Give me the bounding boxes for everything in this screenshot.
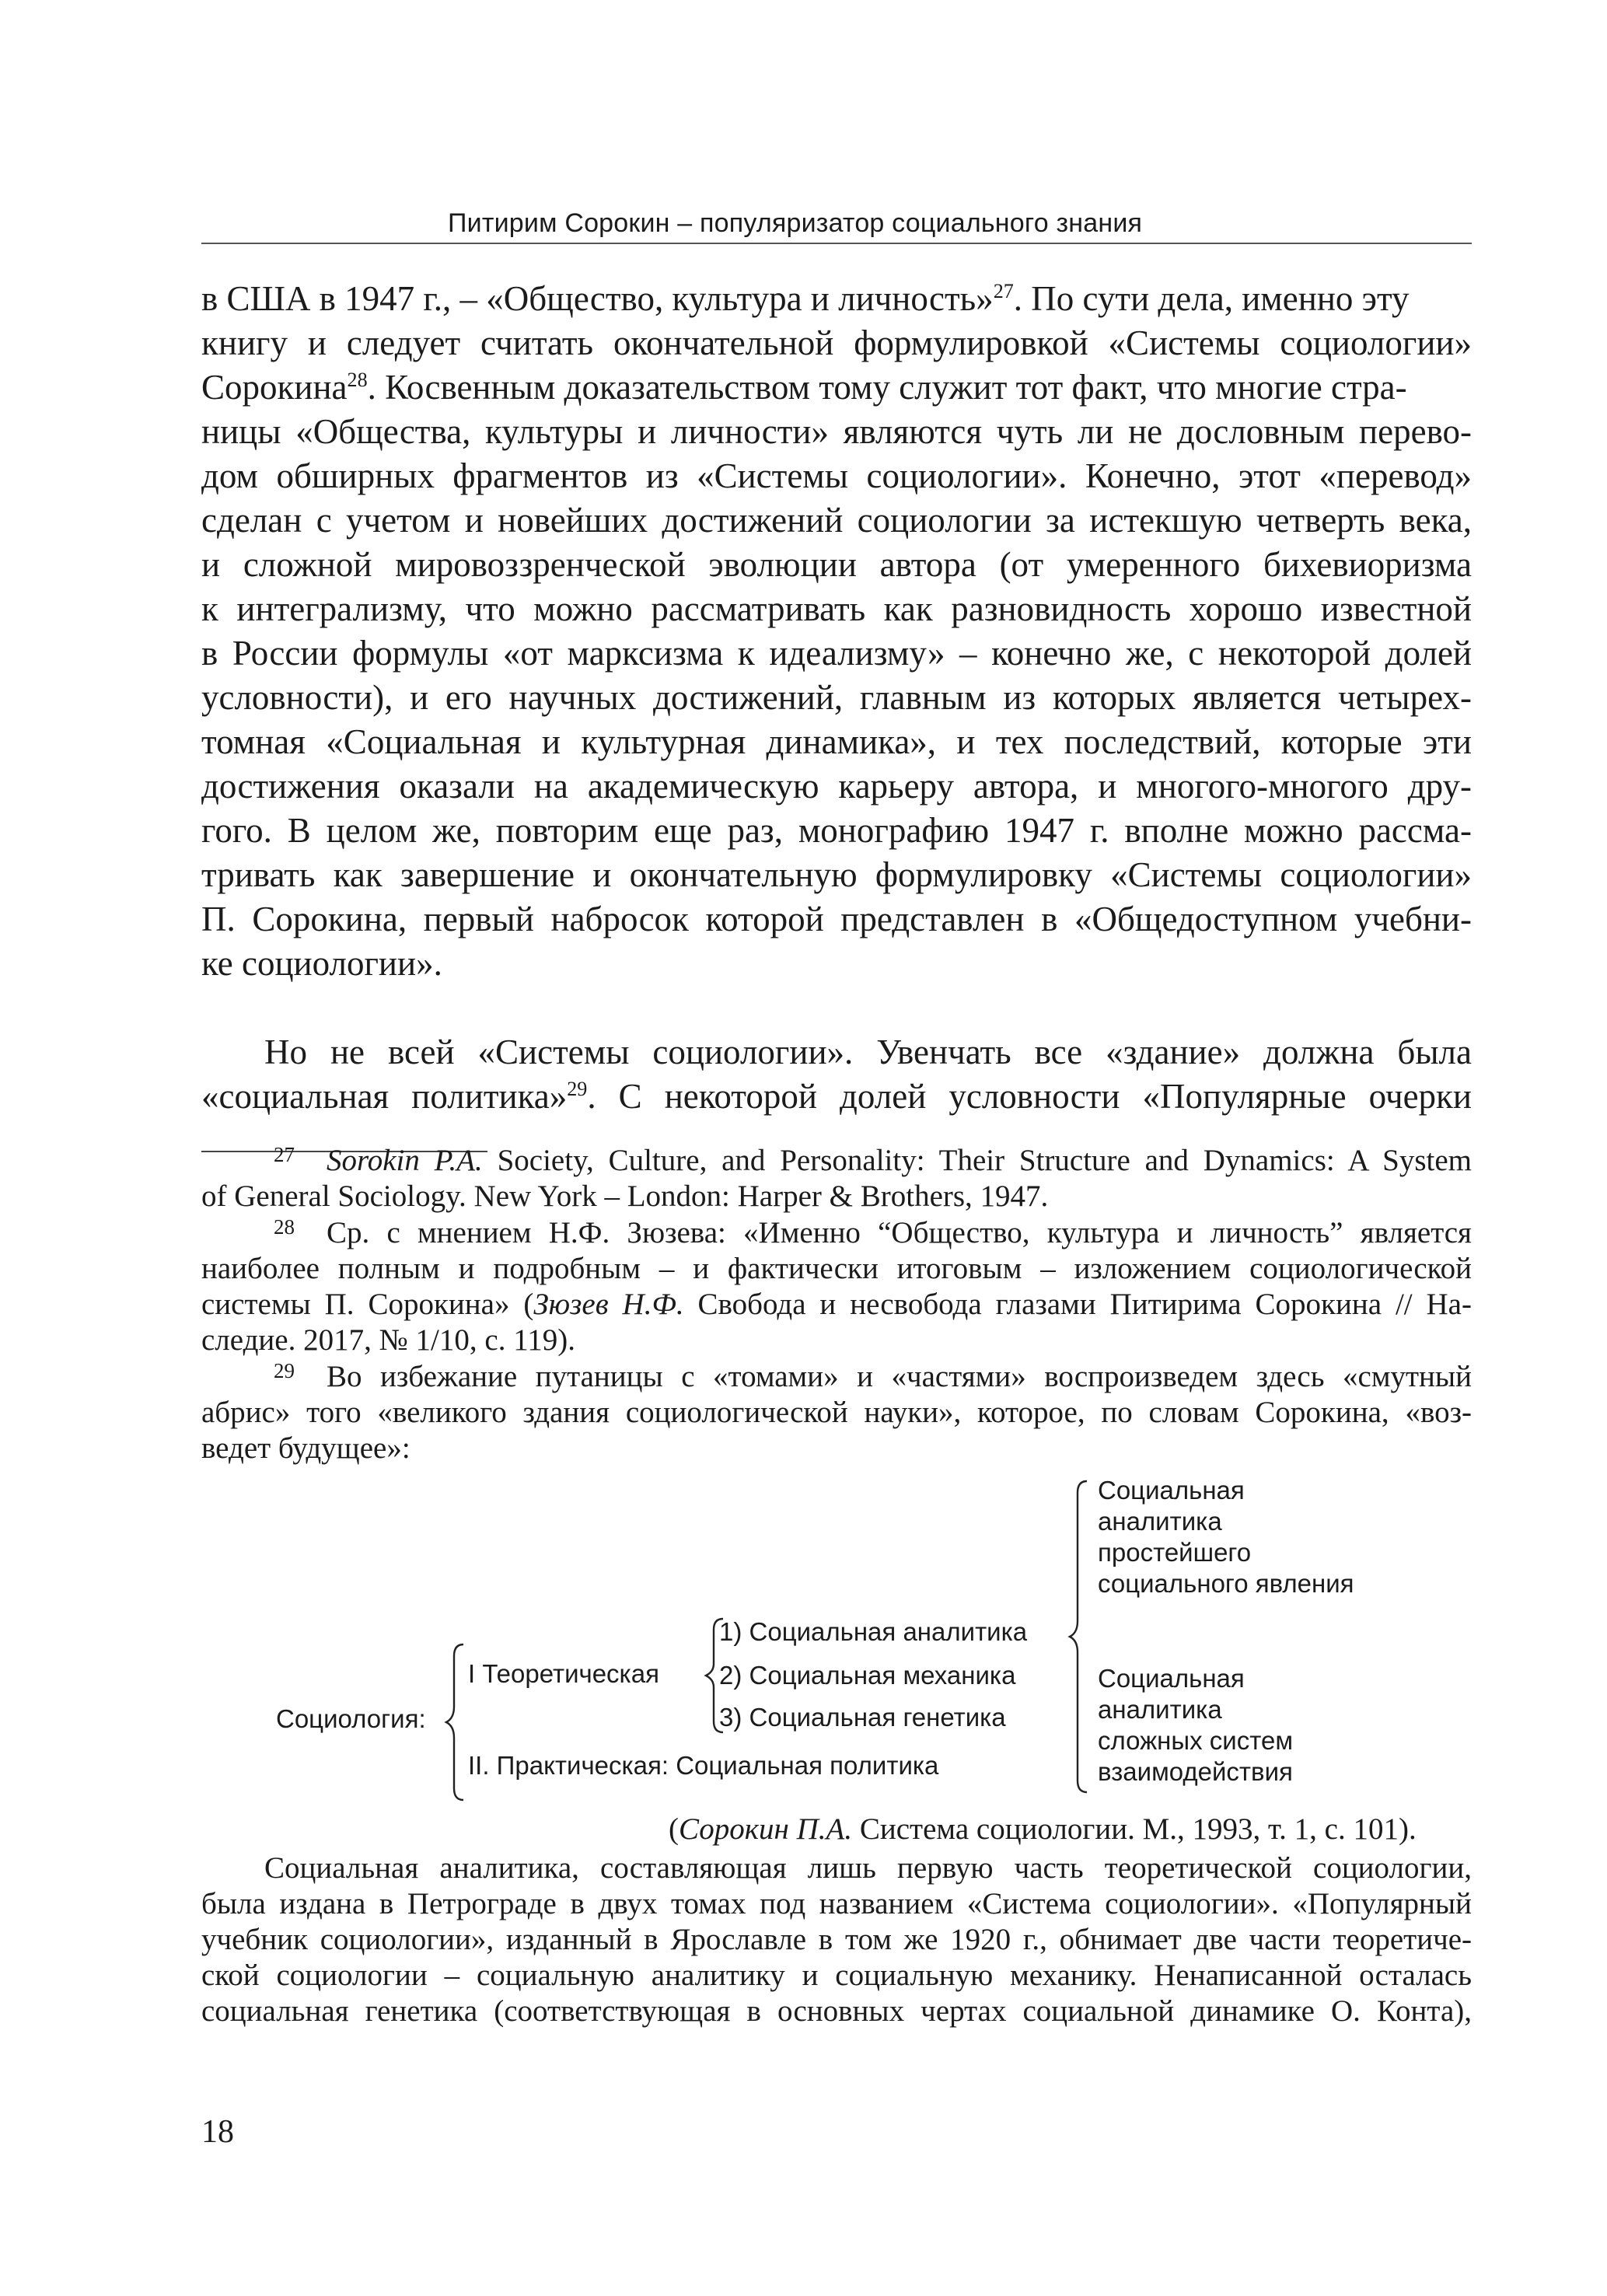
root-brace bbox=[446, 1644, 463, 1800]
body-line: тривать как завершение и окончательную формулировку «Системы социологии» bbox=[201, 855, 1472, 894]
footnote-line: Ср. с мнением Н.Ф. Зюзева: «Именно “Общество, культура и личность” является bbox=[327, 1216, 1472, 1249]
page-number: 18 bbox=[201, 2114, 234, 2150]
scheme-analytics-simple: аналитика bbox=[1098, 1507, 1222, 1536]
footnote-line: следие. 2017, № 1/10, с. 119). bbox=[201, 1323, 575, 1357]
scheme-analytics-simple: социального явления bbox=[1098, 1569, 1354, 1598]
body-line: книгу и следует считать окончательной формулировкой «Системы социологии» bbox=[201, 323, 1472, 362]
body-line: ницы «Общества, культуры и личности» являются чуть ли не дословным перево- bbox=[201, 412, 1472, 451]
footnote-ref[interactable]: 29 bbox=[567, 1078, 588, 1100]
scheme-root-label: Социология: bbox=[276, 1704, 426, 1733]
body-line: достижения оказали на академическую карьеру автора, и многого-многого дру- bbox=[201, 767, 1472, 806]
footnote-line: Sorokin P.A. Society, Culture, and Personality: Their Structure and Dynamics: A System bbox=[327, 1144, 1473, 1177]
body-line: в России формулы «от марксизма к идеализму» – конечно же, с некоторой долей bbox=[201, 634, 1472, 673]
scheme-citation: (Сорокин П.А. Система социологии. М., 1993, т. 1, с. 101). bbox=[669, 1812, 1417, 1846]
body-line: к интегрализму, что можно рассматривать как разновидность хорошо известной bbox=[201, 589, 1472, 628]
footnote-marker: 29 bbox=[274, 1359, 295, 1382]
body-line: дом обширных фрагментов из «Системы социологии». Конечно, этот «перевод» bbox=[201, 456, 1472, 495]
footnote-line: социальная генетика (соответствующая в основных чертах социальной динамике О. Конта), bbox=[201, 1994, 1472, 2028]
footnote-marker: 28 bbox=[274, 1215, 295, 1239]
footnote-ref[interactable]: 27 bbox=[993, 280, 1014, 302]
body-line: томная «Социальная и культурная динамика», и тех последствий, которые эти bbox=[201, 722, 1472, 761]
body-line: Но не всей «Системы социологии». Увенчать все «здание» должна была bbox=[264, 1033, 1472, 1071]
body-line: условности), и его научных достижений, главным из которых является четырех- bbox=[201, 678, 1472, 717]
body-line: «социальная политика»$^{29}$. С некоторой долей условности «Популярные очерки bbox=[201, 1077, 1472, 1116]
body-line: сделан с учетом и новейших достижений социологии за истекшую четверть века, bbox=[201, 501, 1472, 540]
footnote-line: была издана в Петрограде в двух томах под названием «Система социологии». «Популярный bbox=[201, 1887, 1472, 1920]
scheme-sub-item: 1) Социальная аналитика bbox=[719, 1617, 1028, 1646]
footnote-line: системы П. Сорокина» (Зюзев Н.Ф. Свобода и несвобода глазами Питирима Сорокина // На- bbox=[201, 1288, 1472, 1321]
footnote-line: наиболее полным и подробным – и фактически итоговым – изложением социологической bbox=[201, 1252, 1472, 1285]
body-line: гого. В целом же, повторим еще раз, монографию 1947 г. вполне можно рассма- bbox=[201, 811, 1472, 850]
body-line: П. Сорокина, первый набросок которой представлен в «Общедоступном учебни- bbox=[201, 900, 1472, 938]
scheme-analytics-simple: Социальная bbox=[1098, 1476, 1245, 1504]
footnote-line: абрис» того «великого здания социологической науки», которое, по словам Сорокина, «воз- bbox=[201, 1396, 1472, 1429]
running-head-text: Питирим Сорокин – популяризатор социального знания bbox=[448, 208, 1143, 238]
body-line: Сорокина$^{28}$. Косвенным доказательством тому служит тот факт, что многие стра- bbox=[201, 368, 1407, 407]
footnote-line: Во избежание путаницы с «томами» и «частями» воспроизведем здесь «смутный bbox=[327, 1360, 1472, 1393]
scheme-analytics-complex: сложных систем bbox=[1098, 1726, 1294, 1755]
scheme-sub-item: 3) Социальная генетика bbox=[719, 1703, 1006, 1732]
scheme-theoretical-label: I Теоретическая bbox=[468, 1659, 659, 1688]
scheme-practical-label: II. Практическая: Социальная политика bbox=[468, 1751, 939, 1780]
scheme-analytics-simple: простейшего bbox=[1098, 1538, 1252, 1567]
footnote-line: ведет будущее»: bbox=[201, 1431, 410, 1465]
scheme-analytics-complex: аналитика bbox=[1098, 1695, 1222, 1724]
footnote-line: of General Sociology. New York – London: Harper & Brothers, 1947. bbox=[201, 1179, 1049, 1213]
footnote-line: Социальная аналитика, составляющая лишь первую часть теоретической социологии, bbox=[264, 1851, 1472, 1885]
footnote-line: учебник социологии», изданный в Ярославле в том же 1920 г., обнимает две части теоретиче- bbox=[201, 1923, 1472, 1956]
analytics-brace bbox=[1070, 1481, 1087, 1792]
scheme-analytics-complex: взаимодействия bbox=[1098, 1757, 1293, 1786]
body-line: ке социологии». bbox=[201, 944, 442, 983]
footnote-marker: 27 bbox=[274, 1143, 295, 1166]
scheme-analytics-complex: Социальная bbox=[1098, 1664, 1245, 1693]
footnote-ref[interactable]: 28 bbox=[347, 369, 368, 391]
scheme-sub-item: 2) Социальная механика bbox=[719, 1661, 1016, 1690]
body-line: в США в 1947 г., – «Общество, культура и личность»$^{27}$. По сути дела, именно эту bbox=[201, 279, 1410, 318]
footnote-line: ской социологии – социальную аналитику и социальную механику. Ненаписанной осталась bbox=[201, 1959, 1472, 1992]
body-line: и сложной мировоззренческой эволюции автора (от умеренного бихевиоризма bbox=[201, 545, 1472, 584]
